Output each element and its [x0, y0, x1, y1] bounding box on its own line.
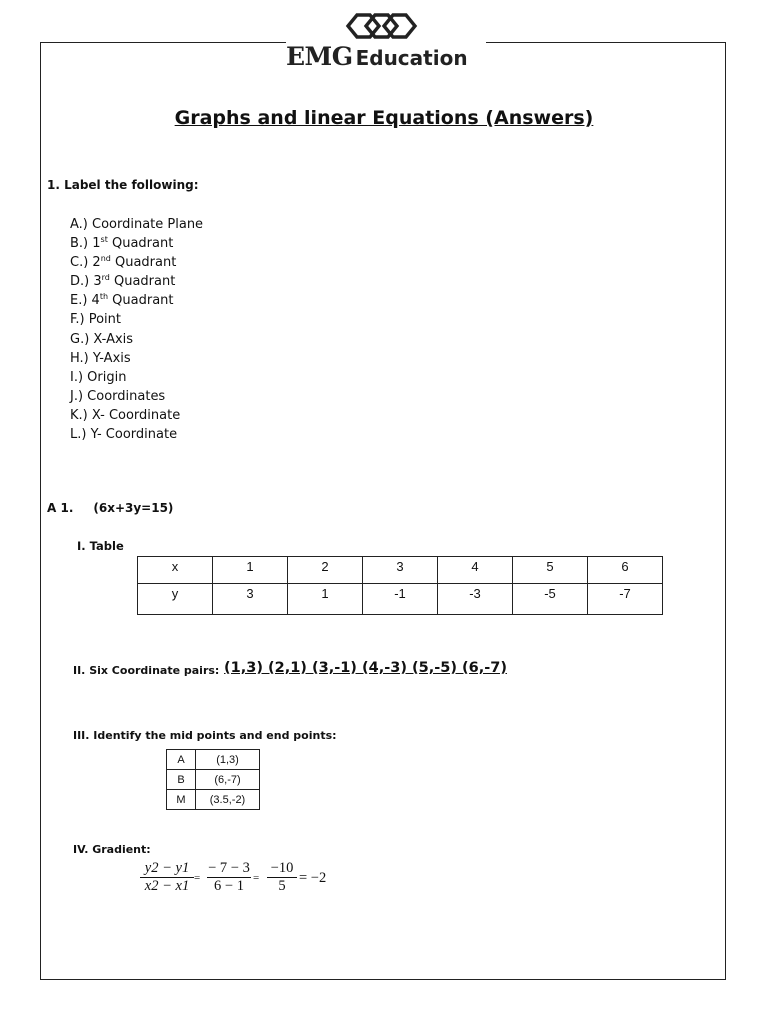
- table-cell: -5: [513, 584, 588, 615]
- list-item-text: Quadrant: [109, 274, 176, 290]
- point-value: (6,-7): [196, 770, 260, 790]
- gradient-heading: IV. Gradient:: [73, 843, 151, 856]
- list-item: [70, 234, 203, 253]
- brand-name-rest: Education: [355, 46, 468, 70]
- list-item-text: C.) 2: [70, 255, 101, 271]
- list-item-text: L.) Y- Coordinate: [70, 427, 178, 443]
- table-cell: 4: [438, 557, 513, 584]
- point-value: (3.5,-2): [196, 790, 260, 810]
- list-item-text: H.) Y-Axis: [70, 350, 131, 366]
- list-item: [70, 310, 203, 329]
- ordinal-suffix: th: [99, 292, 109, 302]
- table-cell: 6: [588, 557, 663, 584]
- list-item-text: D.) 3: [70, 274, 102, 290]
- table-cell: -7: [588, 584, 663, 615]
- list-item-text: E.) 4: [70, 293, 100, 309]
- emg-logo-icon: [344, 8, 420, 44]
- table-cell: 5: [513, 557, 588, 584]
- list-item: [70, 425, 203, 444]
- list-item-text: G.) X-Axis: [70, 331, 134, 347]
- list-item-text: Quadrant: [107, 236, 174, 252]
- list-item-text: J.) Coordinates: [70, 388, 166, 404]
- table-cell: 3: [363, 557, 438, 584]
- list-item-text: Quadrant: [110, 255, 177, 271]
- equals-sign: =: [253, 872, 260, 884]
- fraction-denominator: 5: [267, 877, 297, 895]
- table-cell: -1: [363, 584, 438, 615]
- list-item: [70, 406, 203, 425]
- point-label: B: [167, 770, 196, 790]
- question-1-heading: 1. Label the following:: [47, 178, 199, 192]
- list-item: [70, 368, 203, 387]
- table-cell: 3: [213, 584, 288, 615]
- fraction-numerator: − 7 − 3: [208, 860, 250, 876]
- fraction-numerator: y2 − y1: [144, 860, 190, 876]
- fraction-denominator: 6 − 1: [207, 877, 251, 895]
- ordinal-suffix: rd: [101, 273, 110, 283]
- list-item-text: K.) X- Coordinate: [70, 407, 181, 423]
- list-item: [70, 291, 203, 310]
- list-item: [70, 349, 203, 368]
- values-table: [137, 556, 663, 615]
- table-cell: 1: [288, 584, 363, 615]
- points-heading: III. Identify the mid points and end points:: [73, 729, 337, 742]
- brand-name: [286, 42, 486, 74]
- table-cell: -3: [438, 584, 513, 615]
- list-item-text: A.) Coordinate Plane: [70, 217, 204, 232]
- point-value: (1,3): [196, 750, 260, 770]
- table-cell-y-label: y: [138, 584, 213, 615]
- brand-name-bold: EMG: [286, 42, 353, 71]
- answer-1-equation: (6x+3y=15): [93, 501, 174, 515]
- pairs-heading: II. Six Coordinate pairs:: [73, 664, 220, 677]
- table-row: [167, 750, 260, 770]
- list-item: [70, 330, 203, 349]
- table-cell: 1: [213, 557, 288, 584]
- list-item-text: Quadrant: [108, 293, 174, 309]
- table-heading: I. Table: [77, 539, 124, 553]
- gradient-fraction-formula: [140, 860, 194, 895]
- logo: [344, 8, 420, 44]
- table-row-y: [138, 584, 663, 615]
- list-item-text: F.) Point: [70, 312, 122, 328]
- point-label: A: [167, 750, 196, 770]
- list-item-text: B.) 1: [70, 236, 101, 252]
- answer-1-label: A 1.: [47, 501, 74, 515]
- fraction-numerator: −10: [270, 860, 294, 876]
- label-list: [70, 215, 203, 444]
- points-table: [166, 749, 260, 810]
- page-title: Graphs and linear Equations (Answers): [174, 107, 594, 129]
- list-item-text: I.) Origin: [70, 369, 127, 385]
- list-item: [70, 253, 203, 272]
- table-cell: 2: [288, 557, 363, 584]
- ordinal-suffix: nd: [100, 254, 111, 264]
- coordinate-pairs: (1,3) (2,1) (3,-1) (4,-3) (5,-5) (6,-7): [224, 660, 507, 676]
- table-row: [167, 790, 260, 810]
- fraction-denominator: x2 − x1: [140, 877, 194, 895]
- table-cell-x-label: x: [138, 557, 213, 584]
- gradient-fraction-values: [207, 860, 251, 895]
- equals-sign: =: [194, 872, 201, 884]
- table-row-x: [138, 557, 663, 584]
- point-label: M: [167, 790, 196, 810]
- table-row: [167, 770, 260, 790]
- list-item: [70, 387, 203, 406]
- gradient-result: = −2: [299, 870, 327, 886]
- gradient-fraction-simplified: [267, 860, 297, 895]
- list-item: [70, 215, 203, 234]
- list-item: [70, 272, 203, 291]
- answer-1-heading: [47, 501, 173, 515]
- ordinal-suffix: st: [100, 235, 108, 245]
